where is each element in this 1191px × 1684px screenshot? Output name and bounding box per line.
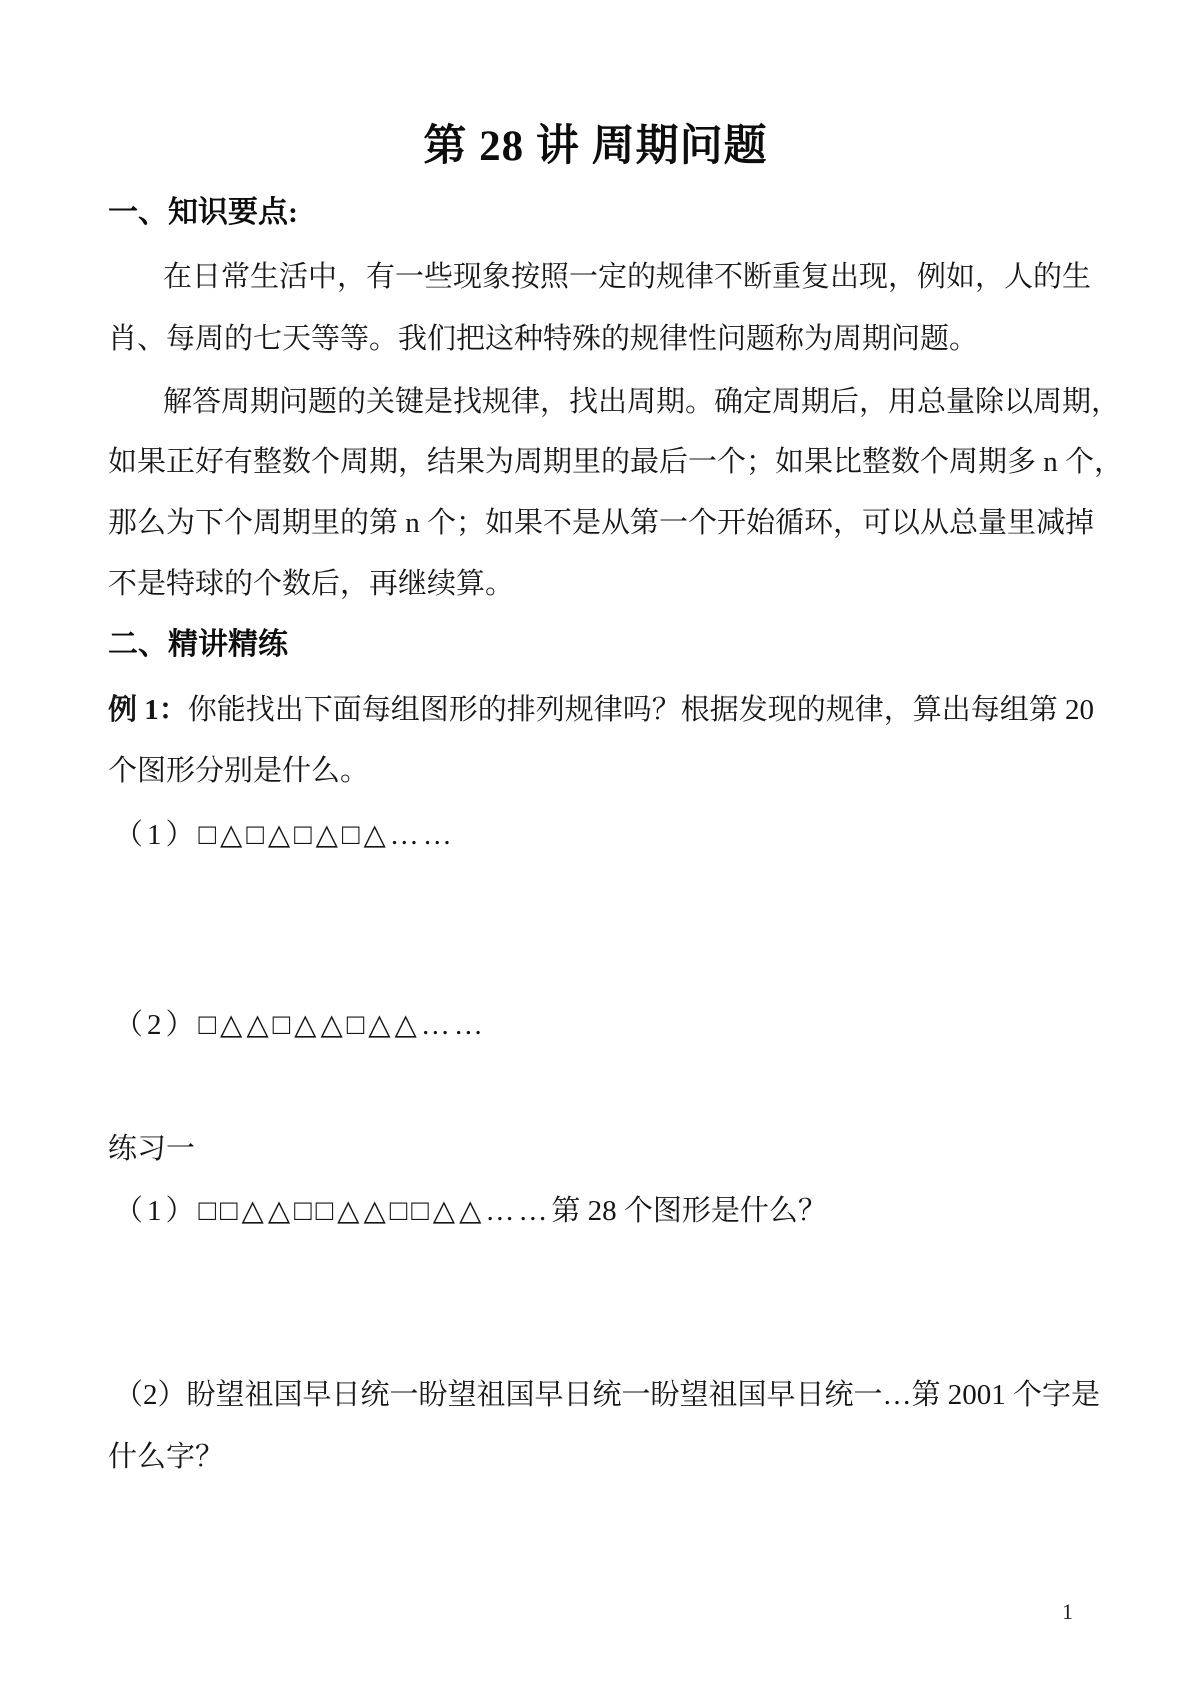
page-number: 1 [1062,1599,1073,1624]
knowledge-paragraph1-line2: 肖、每周的七天等等。我们把这种特殊的规律性问题称为周期问题。 [108,323,979,355]
exercise1-item2-line2: 什么字？ [108,1441,225,1473]
example1-shape-sequence-1: （1）□△□△□△□△…… [114,819,456,851]
exercise1-item1-shapes: （1）□□△△□□△△□□△△…… [114,1195,552,1227]
knowledge-paragraph2-line4: 不是特球的个数后，再继续算。 [108,568,515,600]
knowledge-paragraph2-line1: 解答周期问题的关键是找规律，找出周期。确定周期后，用总量除以周期， [163,386,1121,418]
exercise1-item2-line1: （2）盼望祖国早日统一盼望祖国早日统一盼望祖国早日统一…第 2001 个字是 [114,1379,1101,1411]
exercise1-heading: 练习一 [108,1133,196,1165]
knowledge-paragraph2-line3: 那么为下个周期里的第 n 个；如果不是从第一个开始循环，可以从总量里减掉 [108,507,1095,539]
example1-label: 例 1： [108,694,188,726]
section-practice-heading: 二、精讲精练 [108,628,288,661]
section-knowledge-heading: 一、知识要点: [108,196,298,229]
example1-question-line2: 个图形分别是什么。 [108,755,370,787]
exercise1-item1 [114,1194,827,1228]
example1-question-text: 你能找出下面每组图形的排列规律吗？根据发现的规律，算出每组第 20 [187,694,1095,726]
knowledge-paragraph2-line2: 如果正好有整数个周期，结果为周期里的最后一个；如果比整数个周期多 n 个， [108,446,1124,478]
page-title: 第 28 讲 周期问题 [423,123,768,170]
knowledge-paragraph1-line1: 在日常生活中，有一些现象按照一定的规律不断重复出现，例如，人的生 [163,261,1092,293]
exercise1-item1-question: 第 28 个图形是什么？ [551,1195,827,1227]
example1-question-line1 [108,693,1094,727]
example1-shape-sequence-2: （2）□△△□△△□△△…… [114,1009,487,1041]
